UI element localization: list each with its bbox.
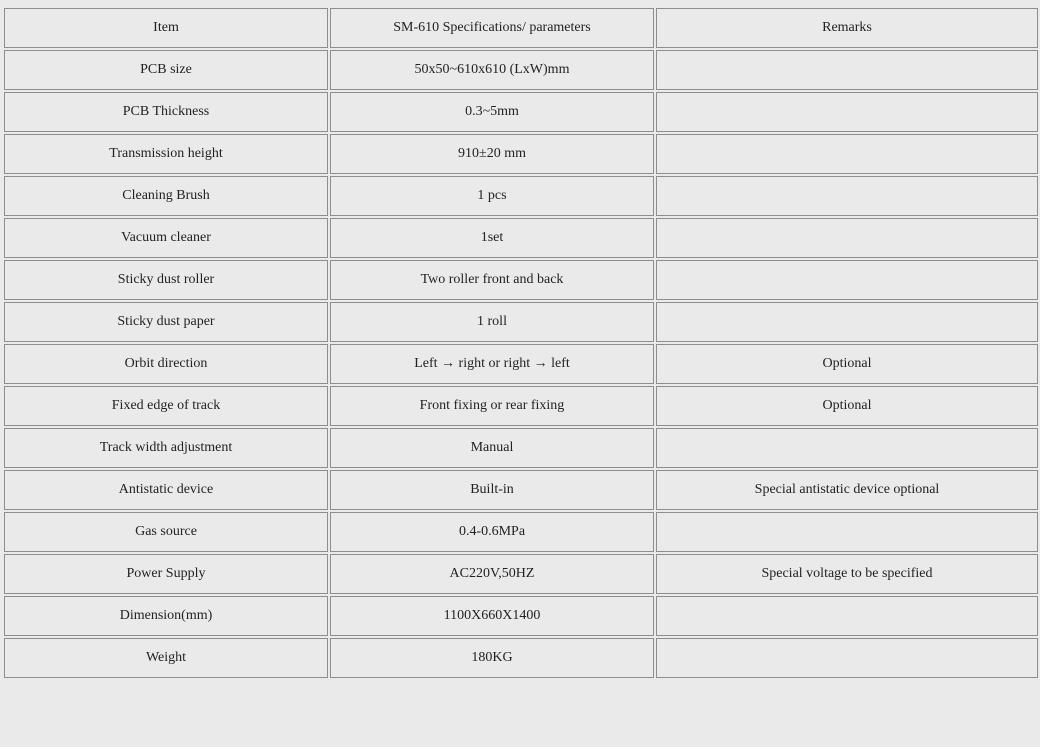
cell-remarks (656, 176, 1038, 216)
cell-spec: Two roller front and back (330, 260, 654, 300)
cell-remarks (656, 92, 1038, 132)
cell-spec: Manual (330, 428, 654, 468)
table-row (4, 386, 1038, 426)
table-row (4, 428, 1038, 468)
table-row (4, 260, 1038, 300)
cell-item: Orbit direction (4, 344, 328, 384)
cell-item: Weight (4, 638, 328, 678)
table-row (4, 596, 1038, 636)
table-row (4, 302, 1038, 342)
cell-item: Track width adjustment (4, 428, 328, 468)
cell-item: PCB Thickness (4, 92, 328, 132)
table-row (4, 554, 1038, 594)
cell-item: Sticky dust paper (4, 302, 328, 342)
cell-spec: Left → right or right → left (330, 344, 654, 384)
table-row (4, 638, 1038, 678)
cell-remarks (656, 134, 1038, 174)
cell-spec: 180KG (330, 638, 654, 678)
cell-item: Power Supply (4, 554, 328, 594)
header-spec: SM-610 Specifications/ parameters (330, 8, 654, 48)
header-remarks: Remarks (656, 8, 1038, 48)
cell-remarks (656, 428, 1038, 468)
cell-remarks (656, 260, 1038, 300)
cell-remarks: Optional (656, 386, 1038, 426)
spec-table-body (4, 8, 1038, 678)
cell-remarks: Special voltage to be specified (656, 554, 1038, 594)
cell-spec: 1 roll (330, 302, 654, 342)
cell-item: Gas source (4, 512, 328, 552)
cell-remarks (656, 218, 1038, 258)
cell-remarks (656, 596, 1038, 636)
cell-item: Fixed edge of track (4, 386, 328, 426)
table-header-row (4, 8, 1038, 48)
cell-item: Dimension(mm) (4, 596, 328, 636)
spec-table (2, 6, 1040, 680)
table-row (4, 92, 1038, 132)
cell-spec: 50x50~610x610 (LxW)mm (330, 50, 654, 90)
cell-spec: Built-in (330, 470, 654, 510)
cell-item: Cleaning Brush (4, 176, 328, 216)
cell-spec: AC220V,50HZ (330, 554, 654, 594)
cell-spec: 1100X660X1400 (330, 596, 654, 636)
table-row (4, 176, 1038, 216)
cell-remarks: Optional (656, 344, 1038, 384)
cell-spec: 0.3~5mm (330, 92, 654, 132)
cell-spec: Front fixing or rear fixing (330, 386, 654, 426)
header-item: Item (4, 8, 328, 48)
cell-spec: 1 pcs (330, 176, 654, 216)
cell-spec: 910±20 mm (330, 134, 654, 174)
cell-item: Sticky dust roller (4, 260, 328, 300)
cell-remarks (656, 50, 1038, 90)
cell-spec: 1set (330, 218, 654, 258)
table-row (4, 512, 1038, 552)
table-row (4, 470, 1038, 510)
table-row (4, 134, 1038, 174)
table-row (4, 344, 1038, 384)
table-row (4, 50, 1038, 90)
cell-item: Transmission height (4, 134, 328, 174)
cell-remarks (656, 638, 1038, 678)
cell-remarks: Special antistatic device optional (656, 470, 1038, 510)
cell-remarks (656, 302, 1038, 342)
table-row (4, 218, 1038, 258)
cell-item: Antistatic device (4, 470, 328, 510)
cell-item: PCB size (4, 50, 328, 90)
cell-remarks (656, 512, 1038, 552)
cell-item: Vacuum cleaner (4, 218, 328, 258)
cell-spec: 0.4-0.6MPa (330, 512, 654, 552)
